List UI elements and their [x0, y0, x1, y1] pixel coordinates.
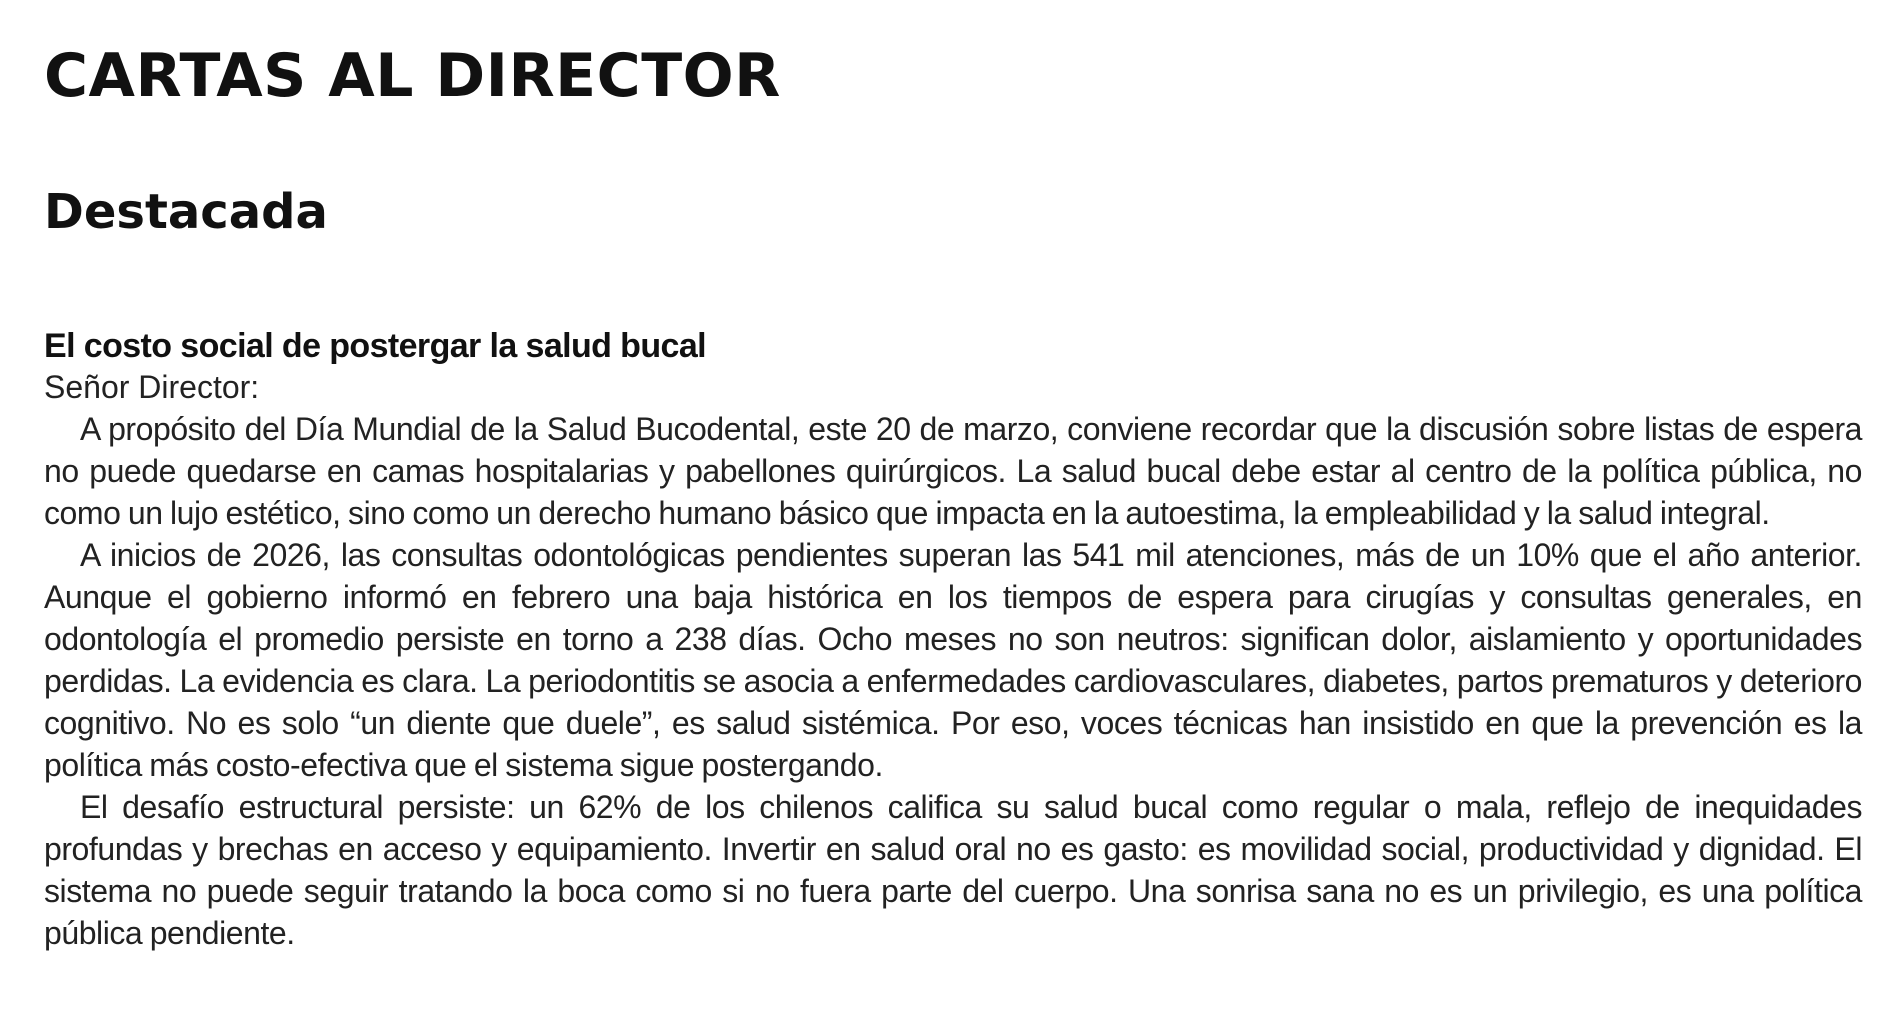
letter-paragraph-1: A propósito del Día Mundial de la Salud Bucodental, este 20 de marzo, conviene recordar que la discusión sobre listas de espera no puede quedarse en camas hospitalarias y pabellones quirúrgicos. La salud bucal debe estar al centro de la política pública, no como un lujo estético, sino como un derecho humano básico que impacta en la autoestima, la empleabilidad y la salud integral. [44, 411, 1862, 531]
letter-paragraph-2: A inicios de 2026, las consultas odontológicas pendientes superan las 541 mil atenciones, más de un 10% que el año anterior. Aunque el gobierno informó en febrero una baja histórica en los tiempos de espera para cirugías y consultas generales, en odontología el promedio persiste en torno a 238 días. Ocho meses no son neutros: significan dolor, aislamiento y oportunidades perdidas. La evidencia es clara. La periodontitis se asocia a enfermedades cardiovasculares, diabetes, partos prematuros y deterioro cognitivo. No es solo “un diente que duele”, es salud sistémica. Por eso, voces técnicas han insistido en que la prevención es la política más costo-efectiva que el sistema sigue postergando. [44, 537, 1862, 783]
section-title: CARTAS AL DIRECTOR [44, 41, 781, 111]
letters-page [44, 38, 1862, 954]
letter-title: El costo social de postergar la salud bucal [44, 327, 706, 365]
letter-salutation: Señor Director: [44, 369, 260, 405]
category-heading: Destacada [44, 184, 328, 240]
letter-paragraph-3: El desafío estructural persiste: un 62% de los chilenos califica su salud bucal como regular o mala, reflejo de inequidades profundas y brechas en acceso y equipamiento. Invertir en salud oral no es gasto: es movilidad social, productividad y dignidad. El sistema no puede seguir tratando la boca como si no fuera parte del cuerpo. Una sonrisa sana no es un privilegio, es una política pública pendiente. [44, 789, 1862, 951]
letter-article [44, 326, 1862, 954]
